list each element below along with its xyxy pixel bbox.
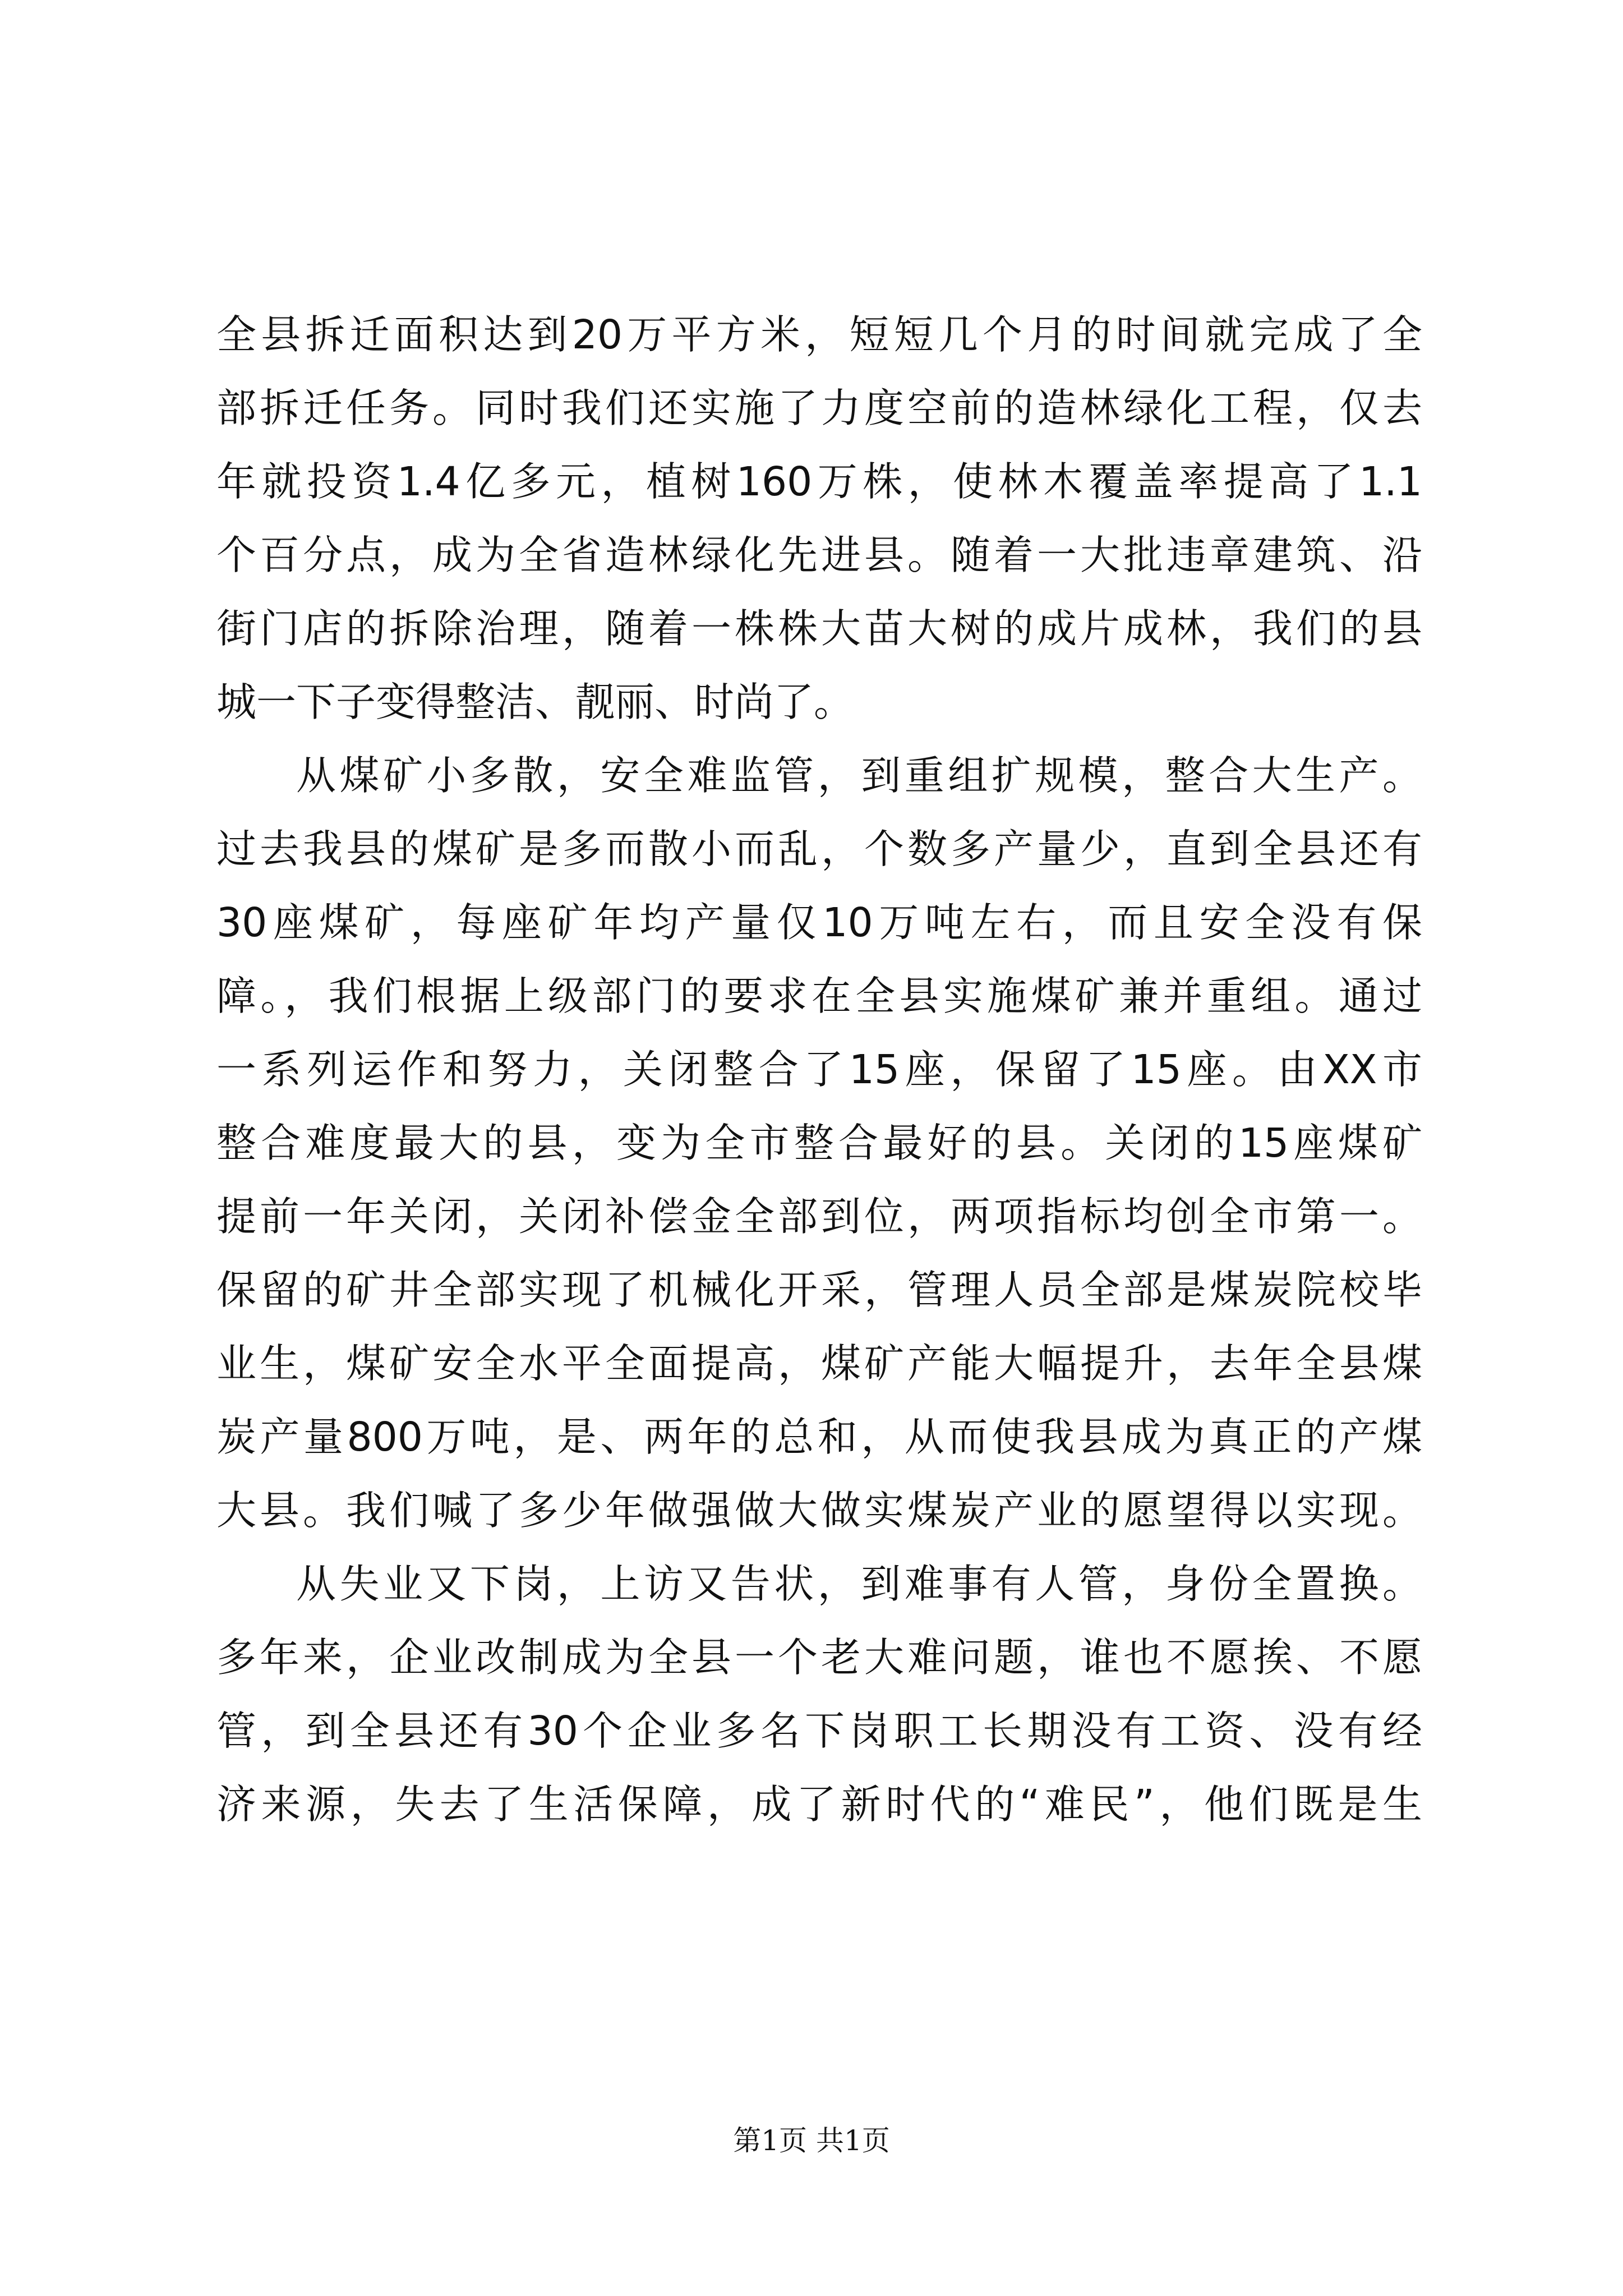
text-line: 街门店的拆除治理，随着一株株大苗大树的成片成林，我们的县 xyxy=(216,605,1422,652)
text-line: 炭产量800万吨，是、两年的总和，从而使我县成为真正的产煤 xyxy=(216,1414,1422,1460)
text-line: 提前一年关闭，关闭补偿金全部到位，两项指标均创全市第一。 xyxy=(216,1193,1422,1240)
text-line: 整合难度最大的县，变为全市整合最好的县。关闭的15座煤矿 xyxy=(216,1120,1422,1166)
text-line: 全县拆迁面积达到20万平方米，短短几个月的时间就完成了全 xyxy=(216,311,1422,358)
text-line: 个百分点，成为全省造林绿化先进县。随着一大批违章建筑、沿 xyxy=(216,532,1422,578)
text-line: 业生，煤矿安全水平全面提高，煤矿产能大幅提升，去年全县煤 xyxy=(216,1340,1422,1387)
text-line: 从失业又下岗，上访又告状，到难事有人管，身份全置换。 xyxy=(296,1561,1422,1607)
text-line: 管，到全县还有30个企业多名下岗职工长期没有工资、没有经 xyxy=(216,1708,1422,1754)
text-line: 城一下子变得整洁、靓丽、时尚了。 xyxy=(216,679,854,725)
text-line: 济来源，失去了生活保障，成了新时代的“难民”，他们既是生 xyxy=(216,1781,1422,1828)
text-line: 30座煤矿，每座矿年均产量仅10万吨左右，而且安全没有保 xyxy=(216,899,1422,946)
text-line: 多年来，企业改制成为全县一个老大难问题，谁也不愿挨、不愿 xyxy=(216,1634,1422,1681)
text-line: 年就投资1.4亿多元，植树160万株，使林木覆盖率提高了1.1 xyxy=(216,458,1422,505)
document-body xyxy=(216,298,1422,1841)
text-line: 部拆迁任务。同时我们还实施了力度空前的造林绿化工程，仅去 xyxy=(216,385,1422,431)
page-footer: 第1页 共1页 xyxy=(733,2124,890,2157)
text-line: 一系列运作和努力，关闭整合了15座，保留了15座。由XX市 xyxy=(216,1046,1422,1093)
text-line: 障。，我们根据上级部门的要求在全县实施煤矿兼并重组。通过 xyxy=(216,973,1422,1019)
text-line: 过去我县的煤矿是多而散小而乱，个数多产量少，直到全县还有 xyxy=(216,826,1422,872)
text-line: 大县。我们喊了多少年做强做大做实煤炭产业的愿望得以实现。 xyxy=(216,1487,1422,1534)
text-line: 保留的矿井全部实现了机械化开采，管理人员全部是煤炭院校毕 xyxy=(216,1267,1422,1313)
text-line: 从煤矿小多散，安全难监管，到重组扩规模，整合大生产。 xyxy=(296,752,1422,799)
